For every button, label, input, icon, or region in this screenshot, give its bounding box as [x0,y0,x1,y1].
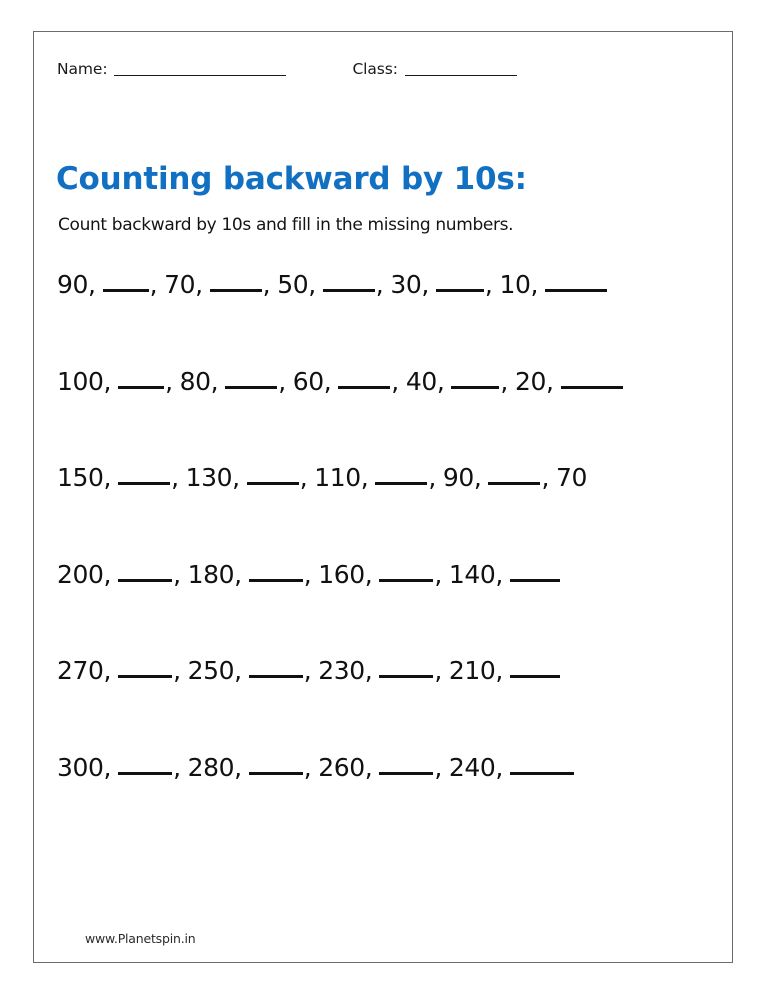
comma-separator: , [364,559,373,589]
sequence-number: 10 [499,270,531,299]
comma-separator: , [545,366,554,396]
problem-row [57,465,717,562]
answer-blank[interactable] [488,482,540,485]
comma-separator: , [323,366,332,396]
answer-blank[interactable] [118,772,172,775]
answer-blank[interactable] [103,289,149,292]
comma-separator: , [436,366,445,396]
comma-separator: , [541,463,549,492]
answer-blank[interactable] [249,675,303,678]
answer-blank[interactable] [118,579,172,582]
sequence-number: 240 [448,752,496,782]
class-field[interactable] [352,62,516,78]
comma-separator: , [149,270,158,299]
number-sequence [57,559,561,589]
answer-blank[interactable] [545,289,607,292]
sequence-number: 280 [187,752,235,782]
number-sequence [57,366,624,396]
sequence-number: 230 [318,656,365,685]
comma-separator: , [303,752,312,782]
problem-row [57,658,717,755]
answer-blank[interactable] [323,289,375,292]
comma-separator: , [495,656,503,685]
answer-blank[interactable] [338,386,390,389]
comma-separator: , [308,270,316,299]
answer-blank[interactable] [249,579,303,582]
answer-blank[interactable] [225,386,277,389]
answer-blank[interactable] [561,386,623,389]
comma-separator: , [171,463,179,492]
sequence-number: 50 [277,270,309,299]
comma-separator: , [473,463,482,492]
sequence-number: 90 [442,463,474,492]
comma-separator: , [103,366,112,396]
comma-separator: , [234,656,242,685]
student-info-row [57,62,677,78]
comma-separator: , [165,366,173,396]
comma-separator: , [530,270,538,299]
comma-separator: , [303,656,312,685]
comma-separator: , [484,270,493,299]
comma-separator: , [428,463,436,492]
comma-separator: , [421,270,429,299]
class-label: Class: [352,60,398,78]
comma-separator: , [375,270,384,299]
sequence-number: 60 [292,366,324,396]
instruction-text: Count backward by 10s and fill in the missing numbers. [58,215,514,235]
sequence-number: 300 [57,752,104,782]
comma-separator: , [262,270,271,299]
answer-blank[interactable] [118,675,172,678]
number-sequence [57,658,561,683]
sequence-number: 100 [57,366,104,396]
answer-blank[interactable] [247,482,299,485]
answer-blank[interactable] [118,482,170,485]
comma-separator: , [173,752,181,782]
comma-separator: , [364,656,373,685]
comma-separator: , [234,752,242,782]
comma-separator: , [391,366,399,396]
problem-row [57,366,717,466]
name-label: Name: [57,60,108,78]
sequence-number: 30 [390,270,422,299]
sequence-number: 40 [405,366,437,396]
sequence-number: 70 [555,463,587,492]
answer-blank[interactable] [379,772,433,775]
comma-separator: , [434,656,442,685]
comma-separator: , [495,752,503,782]
sequence-number: 150 [57,463,104,492]
comma-separator: , [434,559,442,589]
comma-separator: , [495,559,503,589]
sequence-number: 200 [57,559,104,589]
sequence-number: 80 [179,366,211,396]
sequence-number: 140 [448,559,496,589]
comma-separator: , [500,366,508,396]
comma-separator: , [299,463,308,492]
comma-separator: , [103,752,112,782]
problem-row [57,752,717,852]
sequence-number: 270 [57,656,104,685]
comma-separator: , [210,366,219,396]
answer-blank[interactable] [510,579,560,582]
comma-separator: , [278,366,286,396]
sequence-number: 90 [57,270,89,299]
sequence-number: 110 [314,463,361,492]
answer-blank[interactable] [451,386,499,389]
name-field[interactable] [57,62,286,78]
sequence-number: 20 [514,366,546,396]
problem-row [57,272,717,369]
answer-blank[interactable] [436,289,484,292]
comma-separator: , [173,656,181,685]
answer-blank[interactable] [379,675,433,678]
sequence-number: 130 [185,463,233,492]
class-input-line[interactable] [405,75,517,76]
answer-blank[interactable] [375,482,427,485]
sequence-number: 260 [318,752,365,782]
comma-separator: , [173,559,181,589]
problem-row [57,559,717,659]
comma-separator: , [103,656,112,685]
comma-separator: , [103,463,112,492]
page-title: Counting backward by 10s: [56,160,527,197]
number-sequence [57,272,608,297]
comma-separator: , [360,463,369,492]
comma-separator: , [364,752,373,782]
comma-separator: , [103,559,112,589]
answer-blank[interactable] [510,675,560,678]
sequence-number: 160 [318,559,365,589]
answer-blank[interactable] [210,289,262,292]
answer-blank[interactable] [249,772,303,775]
comma-separator: , [434,752,442,782]
sequence-number: 210 [448,656,496,685]
sequence-number: 180 [187,559,235,589]
comma-separator: , [88,270,96,299]
number-sequence [57,465,587,490]
number-sequence [57,752,575,782]
site-footer: www.Planetspin.in [85,931,196,946]
answer-blank[interactable] [118,386,164,389]
problem-list [57,272,717,851]
sequence-number: 250 [187,656,235,685]
answer-blank[interactable] [379,579,433,582]
sequence-number: 70 [164,270,196,299]
comma-separator: , [303,559,312,589]
answer-blank[interactable] [510,772,574,775]
comma-separator: , [232,463,240,492]
comma-separator: , [195,270,203,299]
comma-separator: , [234,559,242,589]
name-input-line[interactable] [114,75,286,76]
